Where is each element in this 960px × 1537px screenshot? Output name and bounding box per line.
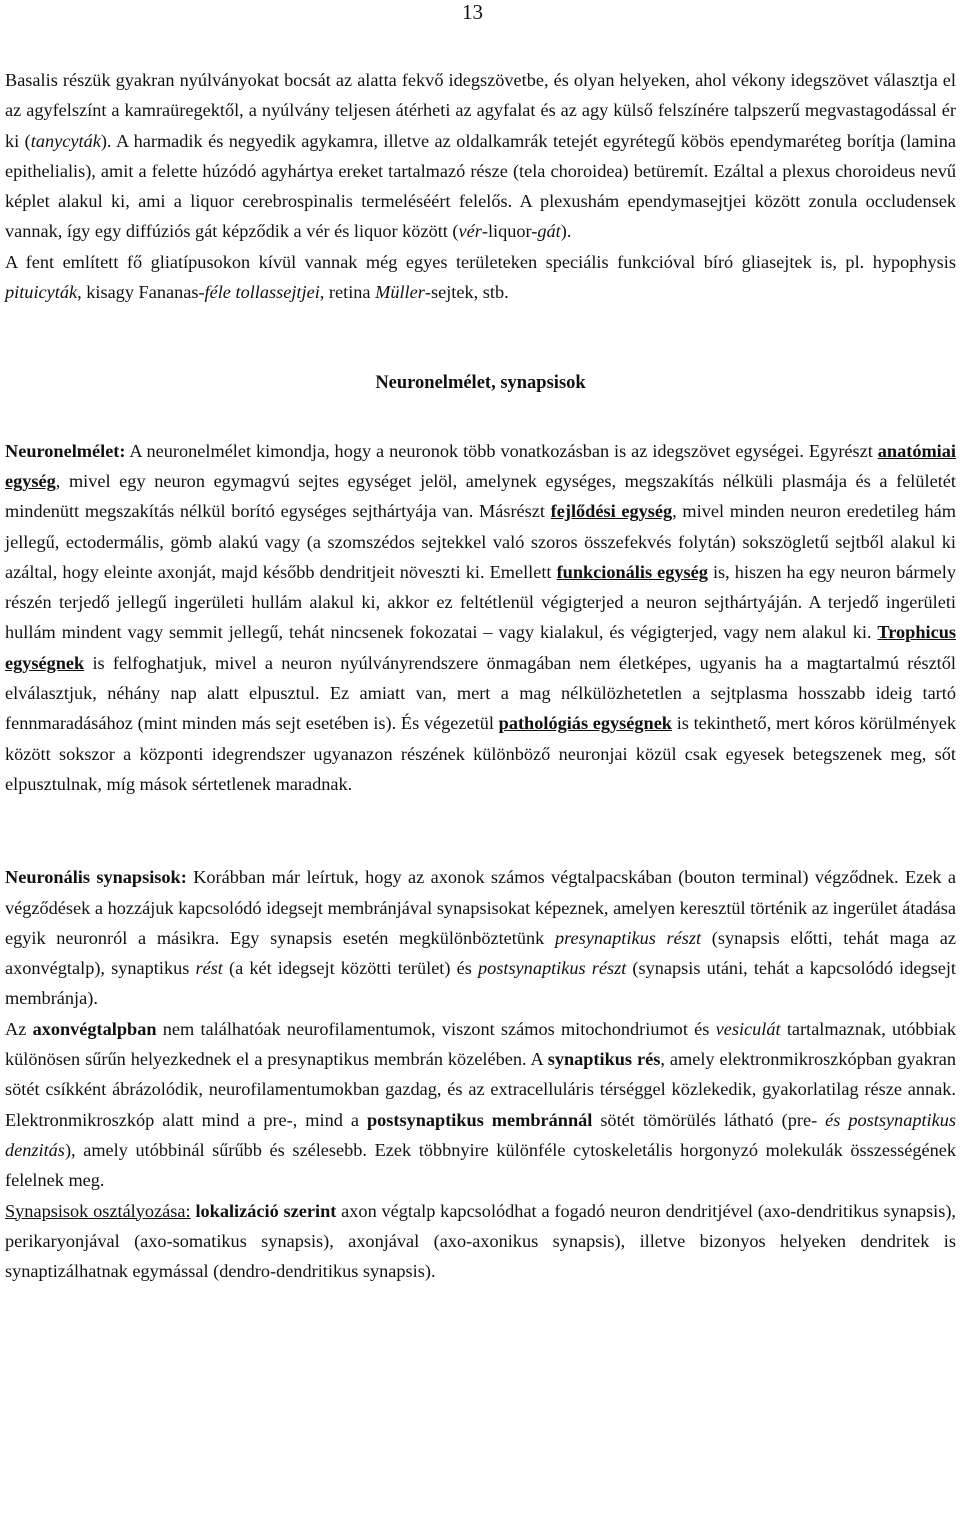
term-italic: rést [195,958,223,979]
text-run: , retina [319,282,376,303]
text-run: (synapsis utáni, tehát a kapcsolódó idegsejt membránja). [5,958,956,1009]
term-bold: Neuronális synapsisok: [5,867,187,888]
text-run: , amely elektronmikroszkópban gyakran sötét csíkként ábrázolódik, neurofilamentumokban gazdag, és az extracelluláris térséggel közlekedik, gyakorlatilag része annak. Elektronmikroszkóp alatt mind a pre-, mind a [5,1049,956,1130]
text-run: is felfoghatjuk, mivel a neuron nyúlványrendszere önmagában nem életképes, ugyanis ha a magtartalmú résztől elválasztjuk, néhány nap alatt elpusztul. Ez amiatt van, mert a mag nélkülözhetetlen a sejtplasma hosszabb ideig tartó fennmaradásához (mint minden más sejt esetében is). És végezetül [5,652,956,734]
term-bold: lokalizáció szerint [195,1200,337,1221]
term-bold: axonvégtalpban [32,1018,157,1039]
paragraph-neuronal-synapses [5,862,956,1013]
term-bold-underline: pathológiás egységnek [498,713,672,734]
text-run: , mivel egy neuron egymagvú sejtes egységet jelöl, amelynek egységes, megszakítás nélküli plasmája és a felületét mindenütt megszakítás nélkül borító egységes sejthártyája van. Másrészt [5,470,956,522]
term-italic: vér [458,221,482,242]
text-run: -liquor- [481,221,538,242]
text-run: ). [560,221,572,242]
text-run: A neuronelmélet kimondja, hogy a neuronok több vonatkozásban is az idegszövet egységei. Egyrészt [125,440,878,461]
term-bold-underline: fejlődési egység [550,501,673,522]
term-bold-underline: Trophicus egységnek [5,622,956,673]
text-run: Az [5,1018,33,1039]
text-run: -sejtek, stb. [424,282,509,303]
term-bold: Neuronelmélet: [5,440,126,461]
text-run: (synapsis előtti, tehát maga az axonvégtalp), synaptikus [5,927,956,979]
text-run: is, hiszen ha egy neuron bármely részén terjedő jellegű ingerületi hullám alakul ki, akkor ez feltétlenül végigterjed a neuron sejthártyáján. A terjedő ingerületi hullám mindent vagy semmit jellegű, tehát nincsenek fokozatai – vagy kialakul, és végigterjed, vagy nem alakul ki. [5,561,956,643]
text-run: , mivel minden neuron eredetileg hám jellegű, ectodermális, gömb alakú vagy (a szomszédos sejtekkel való szoros összefekvés folytán) sokszögletű sejtből alakul ki azáltal, hogy eleinte axonját, majd később dendritjeit növeszti ki. Emellett [5,501,956,582]
text-run: sötét tömörülés látható (pre- [592,1109,826,1130]
term-italic: vesiculát [715,1018,781,1039]
term-italic: tanycyták [30,130,101,151]
page-number: 13 [462,0,483,24]
text-run: A fent említett fő gliatípusokon kívül vannak még egyes területeken speciális funkcióval bíró gliasejtek is, pl. hypophysis [5,251,956,272]
text-run: (a két idegsejt közötti terület) és [222,958,478,979]
text-run: , kisagy Fananas- [77,282,205,303]
text-run: is tekinthető, mert kóros körülmények között sokszor a központi idegrendszer ugyanazon részének különböző neuronjai közül csak egyesek betegszenek meg, sőt elpusztulnak, míg mások sértetlenek maradnak. [5,713,956,794]
paragraph-axon-terminal [5,1014,956,1196]
term-bold: postsynaptikus membránnál [366,1109,593,1130]
section-heading: Neuronelmélet, synapsisok [375,373,586,394]
text-run: tartalmaznak, utóbbiak különösen sűrűn helyezkednek el a presynaptikus membrán közelében. A [5,1018,957,1070]
paragraph-synapse-classification [5,1196,956,1287]
term-bold-underline: funkcionális egység [556,561,708,582]
text-run: Korábban már leírtuk, hogy az axonok számos végtalpacskában (bouton terminal) végződnek. Ezek a végződések a hozzájuk kapcsolódó idegsejt membránjával synapsisokat képeznek, amelyen keresztül történik az ingerület átadása egyik neuronról a másikra. Egy synapsis esetén megkülönböztetünk [5,867,956,948]
paragraph-special-glia [5,247,956,308]
term-italic: postsynaptikus részt [477,958,627,979]
paragraph-glia-basalis [5,65,956,247]
text-run: axon végtalp kapcsolódhat a fogadó neuron dendritjével (axo-dendritikus synapsis), perikaryonjával (axo-somatikus synapsis), axonjával (axo-axonikus synapsis), illetve bizonyos helyeken dendritek is synaptizálhatnak egymással (dendro-dendritikus synapsis). [5,1200,957,1282]
text-run: ). A harmadik és negyedik agykamra, illetve az oldalkamrák tetejét egyrétegű köbös ependymaréteg borítja (lamina epithelialis), amit a felette húzódó agyhártya ereket tartalmazó része (tela choroidea) betüremít. Ezáltal a plexus choroideus nevű képlet alakul ki, ami a liquor cerebrospinalis termeléséért felelős. A plexushám ependymasejtjei között zonula occludensek vannak, így egy diffúziós gát képződik a vér és liquor között ( [5,130,956,242]
term-italic: féle tollassejtjei [204,282,320,303]
term-italic: presynaptikus részt [554,927,702,948]
paragraph-neuron-theory [5,436,956,800]
term-italic: gát [537,221,561,242]
document-body [5,65,956,1286]
text-run: Basalis részük gyakran nyúlványokat bocsát az alatta fekvő idegszövetbe, és olyan helyeken, ahol vékony idegszövet választja el az agyfelszínt a kamraüregektől, a nyúlvány teljesen átérheti az agyfalat és az agy külső felszínére talpszerű megvastagodással ér ki ( [5,70,956,151]
text-run: ), amely utóbbinál sűrűbb és szélesebb. Ezek többnyire különféle cytoskeletális horgonyzó molekulák összességének felelnek meg. [5,1139,956,1191]
term-bold-underline: anatómiai egység [5,440,956,491]
term-italic: pituicyták [5,282,78,303]
term-italic: Müller [375,282,425,303]
text-run: nem találhatóak neurofilamentumok, viszont számos mitochondriumot és [156,1018,716,1039]
term-bold: synaptikus rés [547,1049,661,1070]
term-underline: Synapsisok osztályozása: [5,1200,191,1221]
term-italic: és postsynaptikus denzitás [5,1109,956,1160]
